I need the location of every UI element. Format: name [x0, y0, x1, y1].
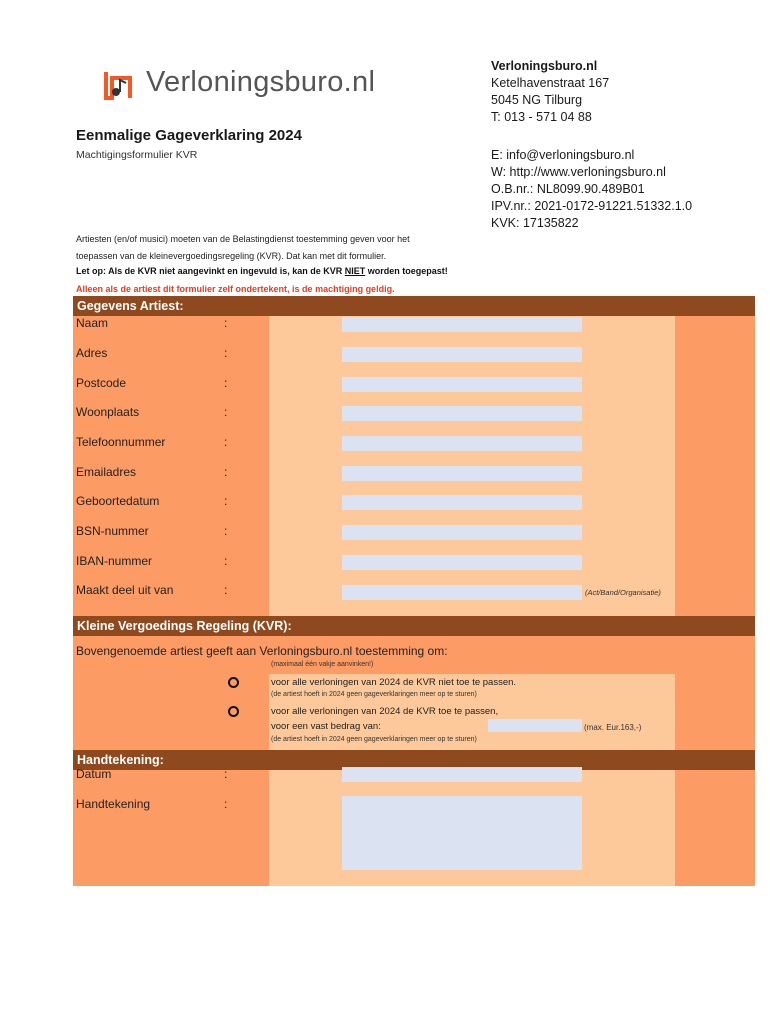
- company-street: Ketelhavenstraat 167: [491, 76, 610, 90]
- field-label-bsn-nummer: BSN-nummer: [76, 524, 149, 538]
- field-colon: :: [224, 346, 228, 360]
- field-label-woonplaats: Woonplaats: [76, 405, 140, 419]
- field-colon: :: [224, 767, 228, 781]
- field-label-emailadres: Emailadres: [76, 465, 137, 479]
- field-label-handtekening: Handtekening: [76, 797, 151, 811]
- signature-section-heading: Handtekening:: [73, 750, 755, 770]
- bsn-nummer-input[interactable]: [342, 525, 582, 540]
- company-phone: T: 013 - 571 04 88: [491, 110, 592, 124]
- field-colon: :: [224, 797, 228, 811]
- kvr-option-yes-label: voor alle verloningen van 2024 de KVR toe te passen,: [271, 706, 499, 717]
- field-label-maakt-deel-uit-van: Maakt deel uit van: [76, 583, 174, 597]
- field-label-geboortedatum: Geboortedatum: [76, 494, 160, 508]
- woonplaats-input[interactable]: [342, 406, 582, 421]
- intro-line-1: Artiesten (en/of musici) moeten van de Belastingdienst toestemming geven voor het: [76, 234, 410, 244]
- intro-warning: [76, 266, 448, 276]
- act-band-organisatie-note: (Act/Band/Organisatie): [585, 588, 661, 597]
- kvr-intro-text: Bovengenoemde artiest geeft aan Verloningsburo.nl toestemming om:: [76, 644, 448, 658]
- adres-input[interactable]: [342, 347, 582, 362]
- field-colon: :: [224, 465, 228, 479]
- artist-section-heading: Gegevens Artiest:: [73, 296, 755, 316]
- company-website: W: http://www.verloningsburo.nl: [491, 165, 666, 179]
- kvr-option-yes-note: (de artiest hoeft in 2024 geen gageverklaringen meer op te sturen): [271, 736, 477, 743]
- document-title: Eenmalige Gageverklaring 2024: [76, 127, 302, 144]
- field-colon: :: [224, 494, 228, 508]
- geboortedatum-input[interactable]: [342, 495, 582, 510]
- field-label-naam: Naam: [76, 316, 109, 330]
- signature-box[interactable]: [342, 796, 582, 870]
- field-label-datum: Datum: [76, 767, 112, 781]
- kvr-fixed-amount-label: voor een vast bedrag van:: [271, 721, 381, 732]
- field-colon: :: [224, 583, 228, 597]
- intro-line-2: toepassen van de kleinevergoedingsregeling (KVR). Dat kan met dit formulier.: [76, 251, 387, 261]
- company-ipv-number: IPV.nr.: 2021-0172-91221.51332.1.0: [491, 199, 693, 213]
- kvr-option-yes-radio[interactable]: [228, 706, 239, 717]
- company-city: 5045 NG Tilburg: [491, 93, 583, 107]
- field-colon: :: [224, 316, 228, 330]
- field-colon: :: [224, 554, 228, 568]
- logo-text: Verloningsburo.nl: [146, 66, 376, 98]
- iban-nummer-input[interactable]: [342, 555, 582, 570]
- field-colon: :: [224, 405, 228, 419]
- field-colon: :: [224, 524, 228, 538]
- field-colon: :: [224, 376, 228, 390]
- naam-input[interactable]: [342, 317, 582, 332]
- form: [73, 296, 755, 886]
- form-right-column: [675, 296, 755, 886]
- company-email: E: info@verloningsburo.nl: [491, 148, 635, 162]
- warning-text-pre: Let op: Als de KVR niet aangevinkt en ingevuld is, kan de KVR: [76, 266, 345, 276]
- kvr-option-no-radio[interactable]: [228, 677, 239, 688]
- emailadres-input[interactable]: [342, 466, 582, 481]
- kvr-option-no-note: (de artiest hoeft in 2024 geen gageverklaringen meer op te sturen): [271, 691, 477, 698]
- kvr-max-one-note: (maximaal één vakje aanvinken!): [271, 661, 374, 668]
- music-note-logo-icon: [100, 68, 136, 102]
- warning-text-post: worden toegepast!: [365, 266, 448, 276]
- kvr-fixed-amount-input[interactable]: [488, 719, 582, 732]
- postcode-input[interactable]: [342, 377, 582, 392]
- document-subtitle: Machtigingsformulier KVR: [76, 149, 198, 161]
- field-label-telefoonnummer: Telefoonnummer: [76, 435, 166, 449]
- maakt-deel-uit-van-input[interactable]: [342, 585, 582, 600]
- company-ob-number: O.B.nr.: NL8099.90.489B01: [491, 182, 645, 196]
- warning-text-niet: NIET: [344, 266, 366, 276]
- datum-input[interactable]: [342, 767, 582, 782]
- kvr-section-heading: Kleine Vergoedings Regeling (KVR):: [73, 616, 755, 636]
- kvr-max-amount-note: (max. Eur.163,-): [584, 723, 642, 732]
- field-colon: :: [224, 435, 228, 449]
- field-label-iban-nummer: IBAN-nummer: [76, 554, 153, 568]
- company-kvk-number: KVK: 17135822: [491, 216, 579, 230]
- signature-validity-notice: Alleen als de artiest dit formulier zelf ondertekent, is de machtiging geldig.: [76, 284, 395, 294]
- telefoonnummer-input[interactable]: [342, 436, 582, 451]
- field-label-adres: Adres: [76, 346, 108, 360]
- kvr-option-no-label: voor alle verloningen van 2024 de KVR niet toe te passen.: [271, 677, 517, 688]
- company-name: Verloningsburo.nl: [491, 59, 598, 73]
- field-label-postcode: Postcode: [76, 376, 127, 390]
- logo: [100, 66, 390, 106]
